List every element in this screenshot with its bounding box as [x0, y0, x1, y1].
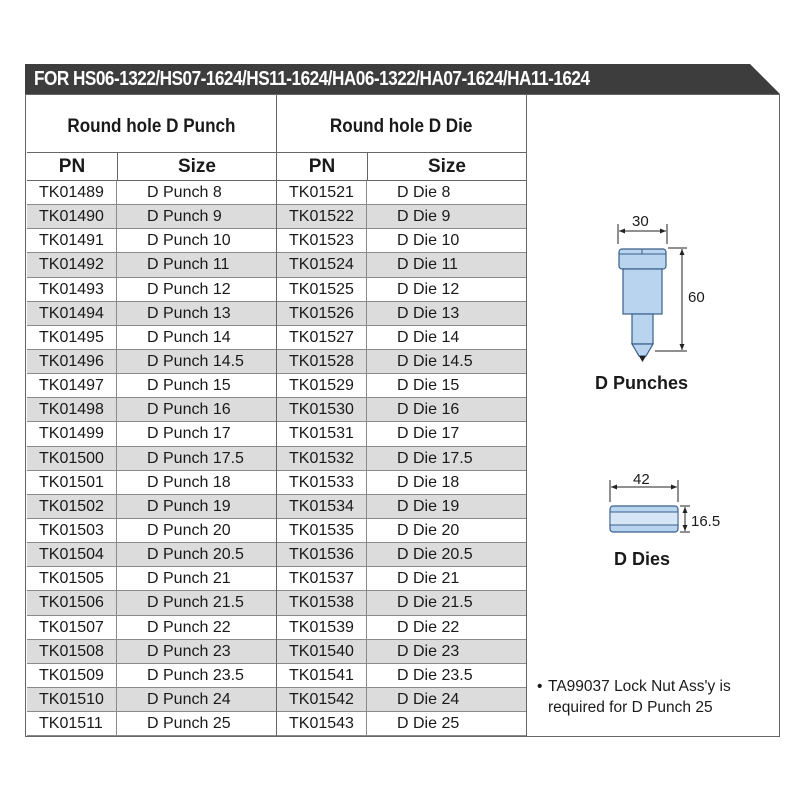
punch-row-pn: TK01504 [27, 543, 117, 566]
arrow-top [683, 507, 688, 513]
die-row-pn: TK01526 [277, 302, 367, 325]
die-row [277, 302, 526, 326]
punch-table-body [27, 181, 276, 736]
punch-row-pn: TK01498 [27, 398, 117, 421]
punch-col-size: Size [177, 156, 217, 177]
punch-row-pn: TK01511 [27, 712, 117, 735]
die-row-size: D Die 13 [397, 304, 460, 322]
arrow-bottom [680, 344, 685, 350]
die-row [277, 712, 526, 736]
punch-caption: D Punches [595, 373, 689, 393]
punch-row [27, 278, 276, 302]
punch-table [27, 94, 276, 736]
die-row [277, 181, 526, 205]
arrow-right [671, 485, 677, 490]
punch-row-pn: TK01496 [27, 350, 117, 373]
die-row [277, 422, 526, 446]
punch-row-size: D Punch 14 [147, 328, 231, 346]
die-col-pn: PN [277, 153, 368, 180]
die-row-pn: TK01527 [277, 326, 367, 349]
punch-row-size: D Punch 19 [147, 497, 231, 515]
punch-row-pn: TK01491 [27, 229, 117, 252]
punch-row [27, 326, 276, 350]
die-row-pn: TK01528 [277, 350, 367, 373]
punch-row-size: D Punch 21 [147, 570, 231, 588]
die-row-size: D Die 21 [397, 570, 460, 588]
punch-row [27, 712, 276, 736]
die-table [277, 94, 526, 736]
die-band [610, 512, 678, 525]
punch-row-size: D Punch 13 [147, 304, 231, 322]
punch-row [27, 205, 276, 229]
die-drawing [527, 474, 780, 594]
punch-row [27, 471, 276, 495]
die-row [277, 471, 526, 495]
die-row-size: D Die 23 [397, 642, 460, 660]
die-row-pn: TK01540 [277, 640, 367, 663]
die-row [277, 253, 526, 277]
punch-row-pn: TK01493 [27, 278, 117, 301]
punch-row [27, 616, 276, 640]
punch-row-pn: TK01505 [27, 567, 117, 590]
punch-row-pn: TK01500 [27, 447, 117, 470]
die-row-size: D Die 22 [397, 618, 460, 636]
die-row [277, 374, 526, 398]
die-row-size: D Die 23.5 [397, 666, 473, 684]
punch-row [27, 519, 276, 543]
punch-row-size: D Punch 24 [147, 690, 231, 708]
die-row-size: D Die 12 [397, 280, 460, 298]
die-height-label: 16.5 [691, 513, 721, 530]
note-bullet: • [537, 678, 543, 695]
punch-height-label: 60 [688, 289, 705, 306]
punch-row-pn: TK01507 [27, 616, 117, 639]
die-row-pn: TK01522 [277, 205, 367, 228]
die-row [277, 519, 526, 543]
die-row [277, 205, 526, 229]
punch-row-size: D Punch 10 [147, 232, 231, 250]
die-row-size: D Die 15 [397, 377, 460, 395]
punch-row-size: D Punch 23 [147, 642, 231, 660]
die-row-pn: TK01529 [277, 374, 367, 397]
die-row [277, 398, 526, 422]
punch-row-size: D Punch 25 [147, 715, 231, 733]
punch-row-size: D Punch 11 [147, 256, 230, 274]
die-row-pn: TK01534 [277, 495, 367, 518]
arrow-bottom [683, 525, 688, 531]
punch-row-size: D Punch 22 [147, 618, 231, 636]
die-row [277, 350, 526, 374]
die-row-pn: TK01532 [277, 447, 367, 470]
punch-body [623, 269, 662, 314]
punch-row-size: D Punch 21.5 [147, 594, 244, 612]
die-row-pn: TK01523 [277, 229, 367, 252]
die-row-size: D Die 16 [397, 401, 460, 419]
die-row [277, 495, 526, 519]
punch-row [27, 688, 276, 712]
punch-row-size: D Punch 17.5 [147, 449, 244, 467]
die-row [277, 543, 526, 567]
punch-row-pn: TK01501 [27, 471, 117, 494]
die-col-size: Size [427, 156, 467, 177]
punch-point [639, 356, 646, 362]
die-row-pn: TK01538 [277, 591, 367, 614]
die-row-pn: TK01530 [277, 398, 367, 421]
punch-width-label: 30 [632, 213, 649, 230]
punch-row [27, 591, 276, 615]
punch-col-pn: PN [27, 153, 118, 180]
die-row [277, 664, 526, 688]
die-row-size: D Die 14.5 [397, 352, 473, 370]
arrow-left [619, 229, 625, 234]
title-banner [25, 64, 780, 94]
punch-row-size: D Punch 12 [147, 280, 231, 298]
die-row [277, 616, 526, 640]
punch-row-size: D Punch 18 [147, 473, 231, 491]
die-row [277, 326, 526, 350]
banner-title: FOR HS06-1322/HS07-1624/HS11-1624/HA06-1322/HA07-1624/HA11-1624 [34, 68, 590, 90]
die-row-pn: TK01542 [277, 688, 367, 711]
punch-row [27, 495, 276, 519]
die-row [277, 278, 526, 302]
note-line-2: required for D Punch 25 [548, 699, 713, 716]
punch-row [27, 350, 276, 374]
punch-row-pn: TK01508 [27, 640, 117, 663]
die-row-size: D Die 10 [397, 232, 460, 250]
die-row-size: D Die 9 [397, 208, 451, 226]
punch-row-pn: TK01490 [27, 205, 117, 228]
die-row [277, 567, 526, 591]
punch-row-pn: TK01492 [27, 253, 117, 276]
die-row-pn: TK01524 [277, 253, 367, 276]
punch-row-pn: TK01510 [27, 688, 117, 711]
punch-row [27, 374, 276, 398]
punch-row [27, 229, 276, 253]
die-row-size: D Die 17 [397, 425, 460, 443]
die-row-size: D Die 17.5 [397, 449, 473, 467]
lock-nut-note [537, 676, 772, 718]
die-row-size: D Die 14 [397, 328, 460, 346]
punch-row-size: D Punch 14.5 [147, 352, 244, 370]
die-row-pn: TK01521 [277, 181, 367, 204]
illustration-panel [527, 94, 780, 737]
punch-row-pn: TK01497 [27, 374, 117, 397]
punch-row-size: D Punch 9 [147, 208, 222, 226]
punch-row [27, 398, 276, 422]
die-row [277, 688, 526, 712]
die-row-size: D Die 20 [397, 521, 460, 539]
die-row-pn: TK01531 [277, 422, 367, 445]
die-row-size: D Die 20.5 [397, 546, 473, 564]
punch-row-pn: TK01499 [27, 422, 117, 445]
punch-row [27, 302, 276, 326]
die-row-pn: TK01541 [277, 664, 367, 687]
punch-row [27, 181, 276, 205]
punch-table-title: Round hole D Punch [67, 116, 236, 137]
die-row-pn: TK01543 [277, 712, 367, 735]
punch-row [27, 640, 276, 664]
punch-row-pn: TK01503 [27, 519, 117, 542]
arrow-right [660, 229, 666, 234]
punch-row-pn: TK01495 [27, 326, 117, 349]
punch-row-pn: TK01494 [27, 302, 117, 325]
die-row [277, 591, 526, 615]
die-row-pn: TK01536 [277, 543, 367, 566]
die-row-pn: TK01539 [277, 616, 367, 639]
punch-row-size: D Punch 17 [147, 425, 231, 443]
die-row-pn: TK01533 [277, 471, 367, 494]
die-row-size: D Die 19 [397, 497, 460, 515]
punch-row-pn: TK01489 [27, 181, 117, 204]
arrow-top [680, 249, 685, 255]
die-table-body [277, 181, 526, 736]
punch-row-size: D Punch 20.5 [147, 546, 244, 564]
punch-row-size: D Punch 8 [147, 184, 222, 201]
die-row-size: D Die 8 [397, 184, 451, 201]
punch-row-pn: TK01509 [27, 664, 117, 687]
die-row-pn: TK01525 [277, 278, 367, 301]
punch-row [27, 447, 276, 471]
die-row-size: D Die 24 [397, 690, 460, 708]
punch-row-size: D Punch 15 [147, 377, 231, 395]
punch-row-size: D Punch 23.5 [147, 666, 244, 684]
punch-row [27, 567, 276, 591]
die-row [277, 447, 526, 471]
punch-row-pn: TK01502 [27, 495, 117, 518]
die-caption: D Dies [614, 549, 671, 569]
punch-row [27, 664, 276, 688]
punch-row-size: D Punch 20 [147, 521, 231, 539]
die-row-pn: TK01535 [277, 519, 367, 542]
punch-row-size: D Punch 16 [147, 401, 231, 419]
punch-row [27, 543, 276, 567]
die-table-title: Round hole D Die [330, 116, 473, 137]
die-width-label: 42 [633, 471, 650, 488]
die-row [277, 640, 526, 664]
punch-row-pn: TK01506 [27, 591, 117, 614]
die-row-size: D Die 21.5 [397, 594, 473, 612]
note-line-1: TA99037 Lock Nut Ass'y is [548, 678, 731, 695]
arrow-left [611, 485, 617, 490]
die-row-pn: TK01537 [277, 567, 367, 590]
die-row-size: D Die 25 [397, 715, 460, 733]
punch-row [27, 253, 276, 277]
die-row-size: D Die 18 [397, 473, 460, 491]
punch-tip [632, 344, 653, 356]
punch-row [27, 422, 276, 446]
die-row [277, 229, 526, 253]
die-row-size: D Die 11 [397, 256, 459, 274]
punch-drawing [527, 94, 780, 394]
punch-shank [632, 314, 653, 344]
